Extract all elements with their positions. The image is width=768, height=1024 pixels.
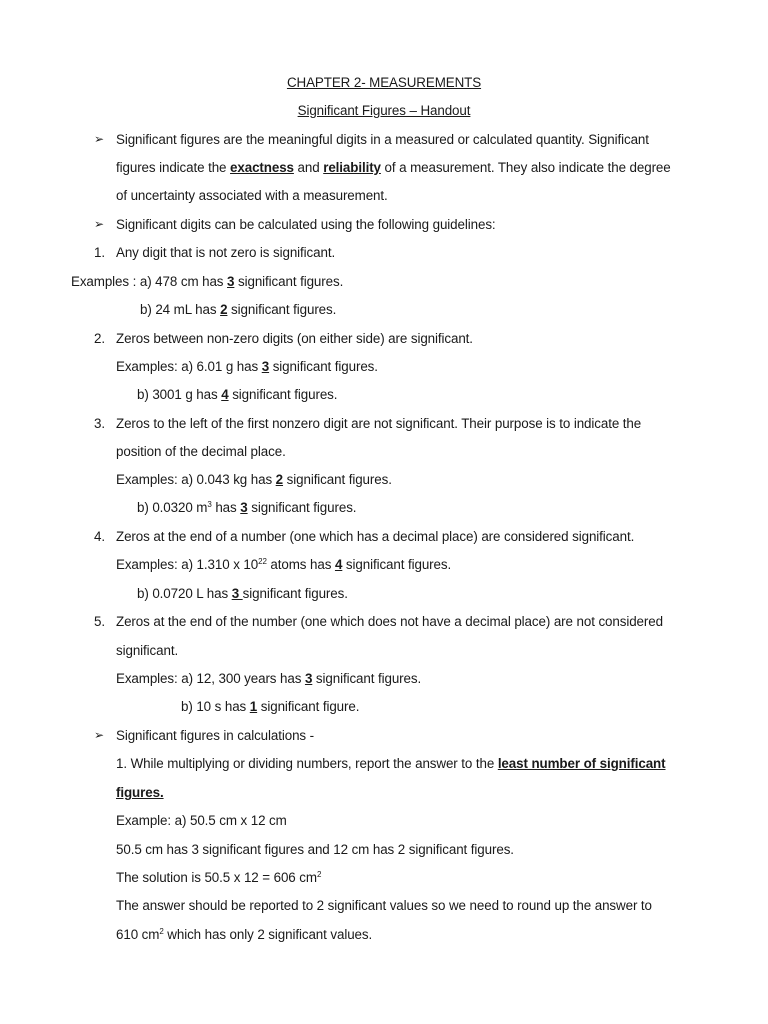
sig-fig-count: 3 [304,671,313,686]
sig-fig-count: 3 [261,359,270,374]
arrow-bullet-icon: ➢ [94,217,104,231]
example-a: Examples: a) 1.310 x $10^{22}$ atoms has 4 significant figures. [116,557,452,572]
superscript: 3 [207,500,212,509]
sig-fig-count: 3 [240,500,248,515]
rule-text: Zeros at the end of a number (one which has a decimal place) are considered significant. [116,529,635,544]
rule-number: 1. [94,245,105,260]
superscript: 2 [316,870,322,879]
sig-fig-count: 1 [249,699,258,714]
sig-fig-count: 4 [334,557,343,572]
chapter-title: CHAPTER 2- MEASUREMENTS [286,75,482,90]
intro-line-1: Significant figures are the meaningful digits in a measured or calculated quantity. Significant [116,132,649,147]
page-subtitle [0,103,768,119]
superscript: 22 [258,557,267,566]
guidelines-intro: Significant digits can be calculated using the following guidelines: [116,217,496,232]
calc-rule-1-continued: figures. [116,785,164,800]
sig-fig-count: 2 [220,302,228,317]
sig-fig-count: 4 [221,387,229,402]
sig-fig-count: 2 [275,472,284,487]
arrow-bullet-icon: ➢ [94,132,104,146]
rule-number: 3. [94,416,105,431]
sig-fig-count: 3 [227,274,235,289]
intro-line-2: figures indicate the exactness and reliability of a measurement. They also indicate the degree [116,160,671,175]
example-b: b) 0.0320 $m^3$ has 3 significant figures. [137,500,357,515]
calc-line-2: 50.5 cm has 3 significant figures and 12 cm has 2 significant figures. [116,842,514,857]
rule-text: Zeros to the left of the first nonzero digit are not significant. Their purpose is to indicate the [116,416,642,431]
rule-text: Zeros between non-zero digits (on either side) are significant. [116,331,473,346]
reliability-term: reliability [323,160,381,175]
least-sig-figs-term: least number of significant [497,756,666,771]
rule-number: 5. [94,614,105,629]
calc-example: Example: a) 50.5 cm x 12 cm [116,813,287,828]
example-a: Examples: a) 0.043 kg has 2 significant figures. [116,472,392,487]
calc-rule-1: 1. While multiplying or dividing numbers, report the answer to the least number of significant [116,756,666,771]
example-a: Examples: a) 12, 300 years has 3 significant figures. [116,671,422,686]
rule-text: Zeros at the end of the number (one which does not have a decimal place) are not considered [116,614,663,629]
example-b: b) 10 s has 1 significant figure. [181,699,360,714]
calc-answer-2: 610 $cm^2$ which has only 2 significant values. [116,927,373,942]
rule-number: 4. [94,529,105,544]
rule-text-continued: significant. [116,643,179,658]
example-b: b) 0.0720 L has 3 significant figures. [137,586,348,601]
rule-number: 2. [94,331,105,346]
page-title [0,75,768,91]
rule-text: Any digit that is not zero is significant. [116,245,336,260]
superscript: 2 [159,927,164,936]
exactness-term: exactness [230,160,294,175]
calc-answer-1: The answer should be reported to 2 significant values so we need to round up the answer to [116,898,652,913]
example-b: b) 24 mL has 2 significant figures. [140,302,337,317]
example-a: Examples : a) 478 cm has 3 significant figures. [71,274,344,289]
arrow-bullet-icon: ➢ [94,728,104,742]
sig-fig-count: 3 [231,586,243,601]
rule-text-continued: position of the decimal place. [116,444,286,459]
example-a: Examples: a) 6.01 g has 3 significant figures. [116,359,378,374]
intro-line-3: of uncertainty associated with a measurement. [116,188,388,203]
calc-solution: The solution is 50.5 x 12 = 606 $cm^2$ [116,870,322,885]
calc-heading: Significant figures in calculations - [116,728,315,743]
handout-title: Significant Figures – Handout [297,103,471,118]
example-b: b) 3001 g has 4 significant figures. [137,387,338,402]
